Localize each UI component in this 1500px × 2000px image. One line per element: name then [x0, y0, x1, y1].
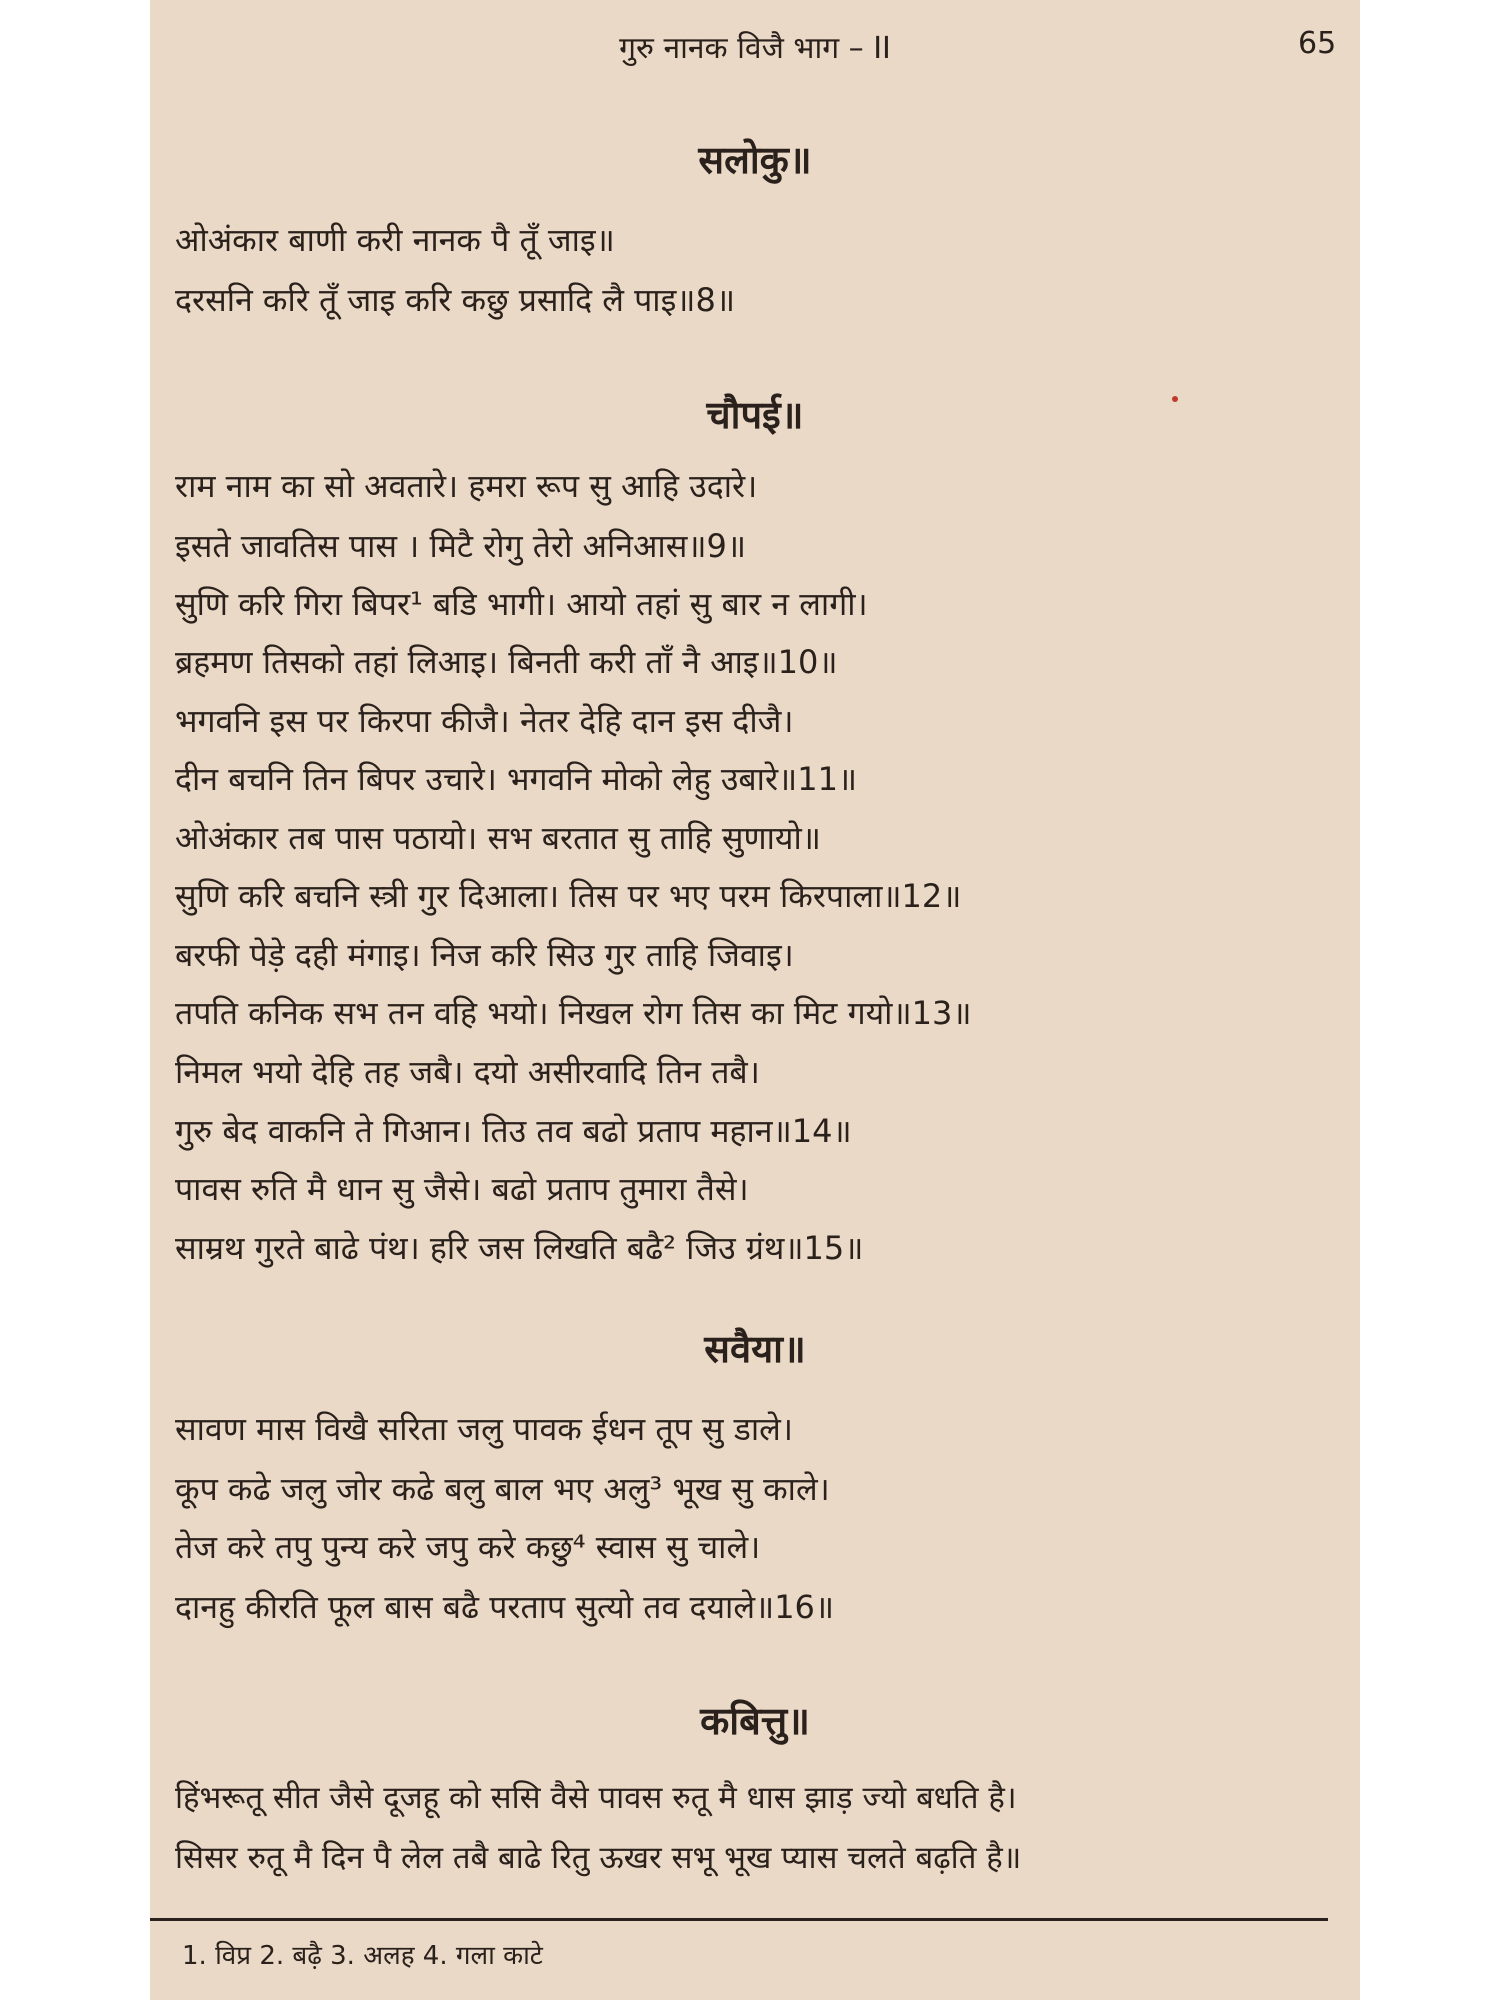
- verse-line: राम नाम का सो अवतारे। हमरा रूप सु आहि उदारे।: [175, 467, 758, 505]
- verse-line: गुरु बेद वाकनि ते गिआन। तिउ तव बढो प्रताप महान॥14॥: [175, 1112, 852, 1150]
- verse-line: बरफी पेड़े दही मंगाइ। निज करि सिउ गुर ताहि जिवाइ।: [175, 936, 794, 974]
- verse-line: दरसनि करि तूँ जाइ करि कछु प्रसादि लै पाइ॥8॥: [175, 281, 736, 319]
- verse-line: सुणि करि बचनि स्त्री गुर दिआला। तिस पर भए परम किरपाला॥12॥: [175, 877, 962, 915]
- verse-line: तपति कनिक सभ तन वहि भयो। निखल रोग तिस का मिट गयो॥13॥: [175, 994, 972, 1032]
- heading-savaiya: सवैया॥: [704, 1327, 806, 1371]
- heading-salok: सलोकु॥: [698, 138, 812, 182]
- verse-line: पावस रुति मै धान सु जैसे। बढो प्रताप तुमारा तैसे।: [175, 1170, 749, 1208]
- verse-line: ओअंकार तब पास पठायो। सभ बरतात सु ताहि सुणायो॥: [175, 819, 821, 857]
- verse-line: सिसर रुतू मै दिन पै लेल तबै बाढे रितु ऊखर सभू भूख प्यास चलते बढ़ति है॥: [175, 1840, 1022, 1876]
- verse-line: निमल भयो देहि तह जबै। दयो असीरवादि तिन तबै।: [175, 1053, 760, 1091]
- verse-line: भगवनि इस पर किरपा कीजै। नेतर देहि दान इस दीजै।: [175, 702, 794, 740]
- verse-line: कूप कढे जलु जोर कढे बलु बाल भए अलु³ भूख सु काले।: [175, 1470, 830, 1508]
- verse-line: हिंभरूतू सीत जैसे दूजहू को ससि वैसे पावस रुतू मै धास झाड़ ज्यो बधति है।: [175, 1780, 1017, 1816]
- verse-line: ओअंकार बाणी करी नानक पै तूँ जाइ॥: [175, 221, 615, 259]
- verse-line: साम्रथ गुरते बाढे पंथ। हरि जस लिखति बढै² जिउ ग्रंथ॥15॥: [175, 1229, 864, 1267]
- heading-kabitt: कबित्तु॥: [700, 1699, 810, 1743]
- book-page: [150, 0, 1360, 2000]
- verse-line: दानहु कीरति फूल बास बढै परताप सुत्यो तव दयाले॥16॥: [175, 1588, 835, 1626]
- verse-line: इसते जावतिस पास । मिटै रोगु तेरो अनिआस॥9॥: [175, 527, 747, 565]
- footnotes: 1. विप्र 2. बढ़ै 3. अलह 4. गला काटे: [182, 1941, 543, 1971]
- verse-line: दीन बचनि तिन बिपर उचारे। भगवनि मोको लेहु उबारे॥11॥: [175, 760, 858, 798]
- running-header-title: गुरु नानक विजै भाग – II: [619, 31, 891, 66]
- footnote-divider: [150, 1918, 1328, 1921]
- verse-line: तेज करे तपु पुन्य करे जपु करे कछु⁴ स्वास सु चाले।: [175, 1528, 761, 1566]
- heading-chaupai: चौपई॥: [706, 393, 804, 437]
- verse-line: सावण मास विखै सरिता जलु पावक ईधन तूप सु डाले।: [175, 1410, 793, 1448]
- verse-line: ब्रहमण तिसको तहां लिआइ। बिनती करी ताँ नै आइ॥10॥: [175, 643, 838, 681]
- verse-line: सुणि करि गिरा बिपर¹ बडि भागी। आयो तहां सु बार न लागी।: [175, 585, 868, 623]
- page-number: 65: [1298, 26, 1337, 61]
